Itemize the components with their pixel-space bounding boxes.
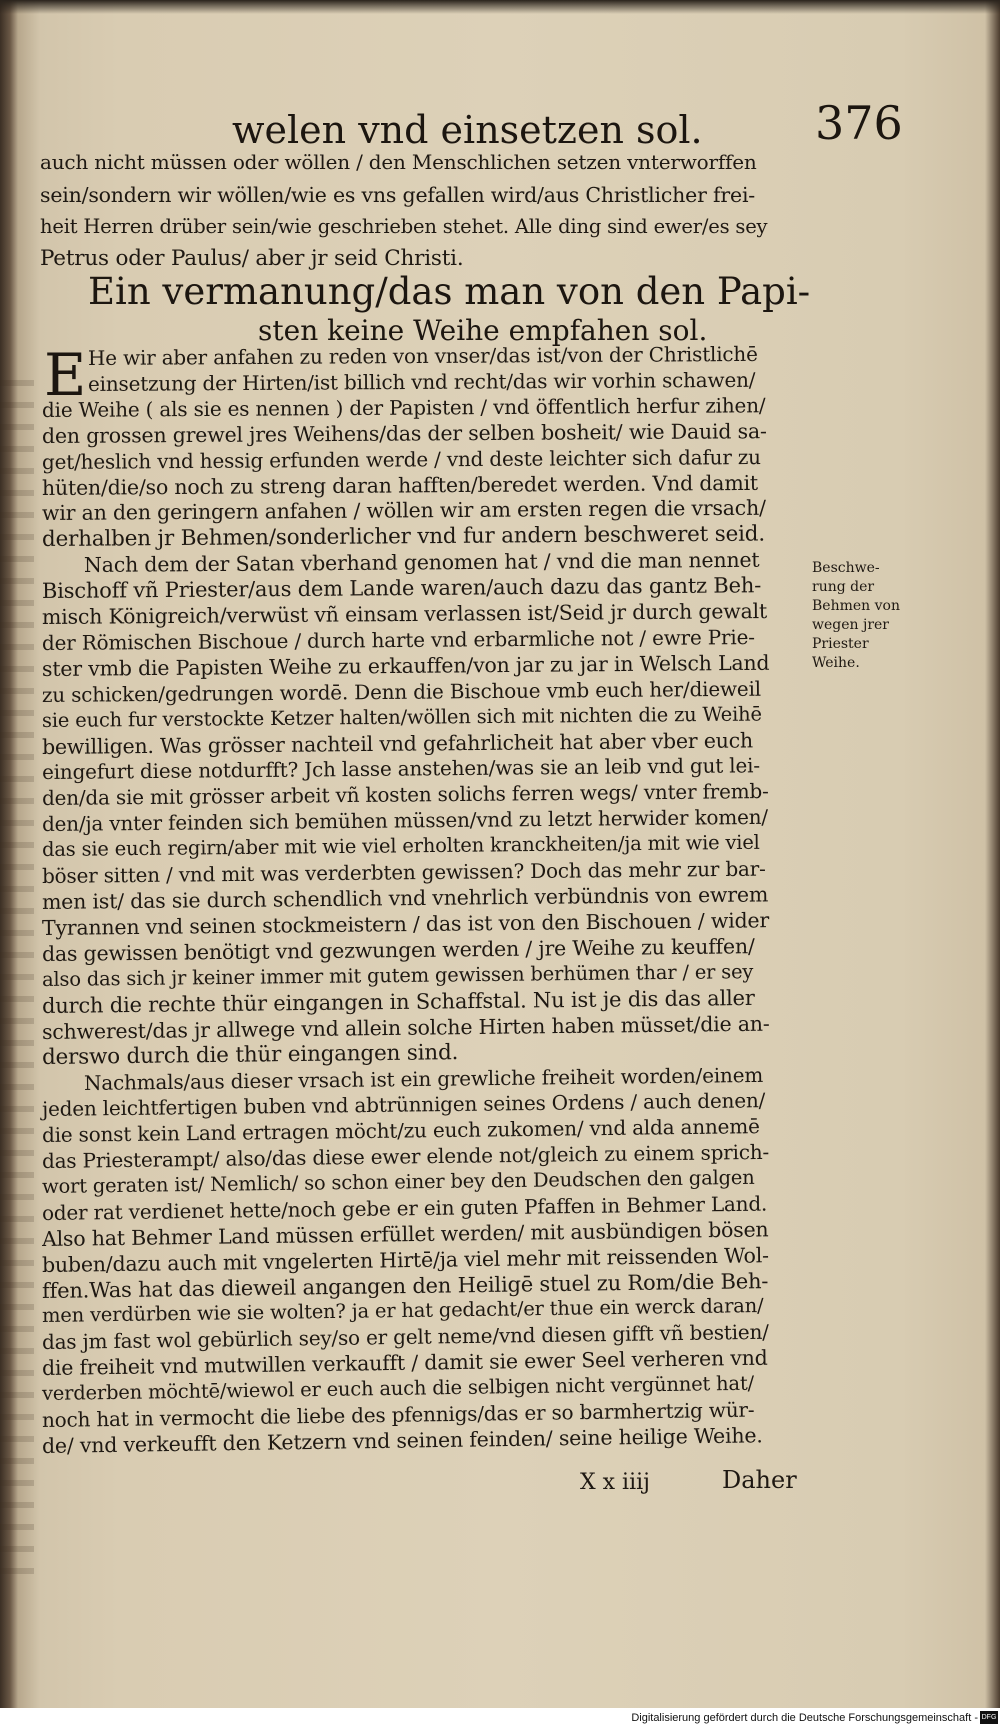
text-line: die Weihe ( als sie es nennen ) der Papisten / vnd öffentlich herfur zihen/ bbox=[41, 393, 766, 422]
text-line: das sie euch regirn/aber mit wie viel erholten kranckheiten/ja mit wie viel bbox=[41, 830, 760, 861]
marginal-note-line: Behmen von bbox=[812, 598, 900, 614]
catchword: Daher bbox=[722, 1466, 797, 1494]
marginal-note-line: Weihe. bbox=[812, 655, 860, 671]
text-line: men verdürben wie sie wolten? ja er hat gedacht/er thue ein werck daran/ bbox=[41, 1294, 764, 1327]
text-line: He wir aber anfahen zu reden von vnser/das ist/von der Christlichē bbox=[87, 341, 758, 370]
text-line: durch die rechte thür eingangen in Schaffstal. Nu ist je dis das aller bbox=[41, 985, 755, 1018]
text-line: verderben möchtē/wiewol er euch auch die selbigen nicht vergünnet hat/ bbox=[41, 1371, 755, 1405]
text-line: schwerest/das jr allwege vnd allein solche Hirten haben müsset/die an- bbox=[41, 1011, 770, 1044]
text-line: sie euch fur verstockte Ketzer halten/wöllen sich mit nichten die zu Weihē bbox=[41, 702, 762, 732]
page-top-shadow bbox=[0, 0, 1000, 14]
text-line: hüten/die/so noch zu streng daran hafften/beredet werden. Vnd damit bbox=[41, 470, 759, 500]
text-line: den grossen grewel jres Weihens/das der selben bosheit/ wie Dauid sa- bbox=[41, 419, 767, 448]
text-line: Also hat Behmer Land müssen erfüllet werden/ mit ausbündigen bösen bbox=[41, 1217, 769, 1251]
text-line: böser sitten / vnd mit was verderbten gewissen? Doch das mehr zur bar- bbox=[41, 856, 766, 888]
text-line: auch nicht müssen oder wöllen / den Menschlichen setzen vnterworffen bbox=[40, 150, 757, 174]
text-line: also das sich jr keiner immer mit gutem gewissen berhümen thar / er sey bbox=[41, 960, 754, 991]
marginal-note-line: rung der bbox=[812, 579, 875, 595]
text-line: zu schicken/gedrungen wordē. Denn die Bischoue vmb euch her/dieweil bbox=[41, 676, 762, 707]
marginal-note-line: wegen jrer bbox=[812, 617, 889, 633]
text-line: ffen.Was hat das dieweil angangen den Heiligē stuel zu Rom/die Beh- bbox=[41, 1269, 769, 1303]
text-line: bewilligen. Was grösser nachteil vnd gefahrlicheit hat aber vber euch bbox=[41, 728, 754, 759]
text-line: das gewissen benötigt vnd gezwungen werden / jre Weihe zu keuffen/ bbox=[41, 934, 755, 966]
dfg-logo: DFG bbox=[980, 1711, 998, 1724]
text-line: jeden leichtfertigen buben vnd abtrünnigen seines Ordens / auch denen/ bbox=[41, 1088, 766, 1121]
running-head: welen vnd einsetzen sol. bbox=[232, 108, 703, 152]
text-line: derhalben jr Behmen/sonderlicher vnd fur andern beschweret seid. bbox=[41, 521, 766, 552]
text-line: buben/dazu auch mit vngelerten Hirtē/ja viel mehr mit reissenden Wol- bbox=[41, 1243, 769, 1277]
text-line: get/heslich vnd hessig erfunden werde / vnd deste leichter sich dafur zu bbox=[41, 445, 761, 474]
text-line: einsetzung der Hirten/ist billich vnd recht/das wir vorhin schawen/ bbox=[87, 367, 756, 396]
text-line: sein/sondern wir wöllen/wie es vns gefallen wird/aus Christlicher frei- bbox=[40, 183, 756, 207]
text-line: wort geraten ist/ Nemlich/ so schon einer bey den Deudschen den galgen bbox=[41, 1165, 755, 1198]
text-line: Petrus oder Paulus/ aber jr seid Christi. bbox=[40, 246, 464, 271]
marginal-note-line: Priester bbox=[812, 636, 869, 652]
drop-capital: E bbox=[44, 341, 87, 409]
text-line: die freiheit vnd mutwillen verkaufft / damit sie ewer Seel verheren vnd bbox=[41, 1345, 768, 1380]
text-line: oder rat verdienet hette/noch gebe er ein guten Pfaffen in Behmer Land. bbox=[41, 1191, 768, 1225]
facing-page-bleed bbox=[0, 380, 34, 1580]
text-line: die sonst kein Land ertragen möcht/zu euch zukomen/ vnd alda annemē bbox=[41, 1114, 760, 1147]
marginal-note-line: Beschwe- bbox=[812, 560, 880, 576]
text-line: den/ja vnter feinden sich bemühen müssen/vnd zu letzt herwider komen/ bbox=[41, 804, 769, 836]
text-line: de/ vnd verkeufft den Ketzern vnd seinen feinden/ seine heilige Weihe. bbox=[41, 1423, 763, 1458]
text-line: noch hat in vermocht die liebe des pfennigs/das er so barmhertzig wür- bbox=[41, 1397, 755, 1432]
text-line: men ist/ das sie durch schendlich vnd vnehrlich verbündnis von ewrem bbox=[41, 882, 769, 914]
text-line: Nachmals/aus dieser vrsach ist ein grewliche freiheit worden/einem bbox=[83, 1062, 764, 1095]
text-line: misch Königreich/verwüst vñ einsam verlassen ist/Seid jr durch gewalt bbox=[41, 599, 768, 629]
text-line: Nach dem der Satan vberhand genomen hat / vnd die man nennet bbox=[83, 547, 760, 577]
text-line: den/da sie mit grösser arbeit vñ kosten solichs ferren wegs/ vnter fremb- bbox=[41, 778, 769, 810]
signature-mark: X x iiij bbox=[580, 1470, 650, 1495]
footer-credit: Digitalisierung gefördert durch die Deutsche Forschungsgemeinschaft - bbox=[631, 1712, 978, 1724]
text-line: das Priesterampt/ also/das diese ewer elende not/gleich zu einem sprich- bbox=[41, 1139, 770, 1173]
text-line: eingefurt diese notdurfft? Jch lasse anstehen/was sie an leib vnd gut lei- bbox=[41, 753, 760, 784]
text-line: Bischoff vñ Priester/aus dem Lande waren/auch dazu das gantz Beh- bbox=[41, 573, 762, 603]
text-line: der Römischen Bischoue / durch harte vnd erbarmliche not / ewre Prie- bbox=[41, 625, 755, 655]
section-heading-line-2: sten keine Weihe empfahen sol. bbox=[258, 314, 708, 347]
text-line: das jm fast wol gebürlich sey/so er gelt neme/vnd diesen gifft vñ bestien/ bbox=[41, 1319, 769, 1354]
section-heading-line-1: Ein vermanung/das man von den Papi- bbox=[88, 270, 811, 313]
text-line: heit Herren drüber sein/wie geschrieben stehet. Alle ding sind ewer/es sey bbox=[40, 215, 768, 238]
text-line: ster vmb die Papisten Weihe zu erkauffen/von jar zu jar in Welsch Land bbox=[41, 650, 770, 681]
text-line: derswo durch die thür eingangen sind. bbox=[41, 1040, 459, 1070]
page-number: 376 bbox=[815, 96, 903, 150]
text-line: Tyrannen vnd seinen stockmeistern / das ist von den Bischouen / wider bbox=[41, 908, 770, 940]
text-line: wir an den geringern anfahen / wöllen wir am ersten regen die vrsach/ bbox=[41, 495, 766, 525]
